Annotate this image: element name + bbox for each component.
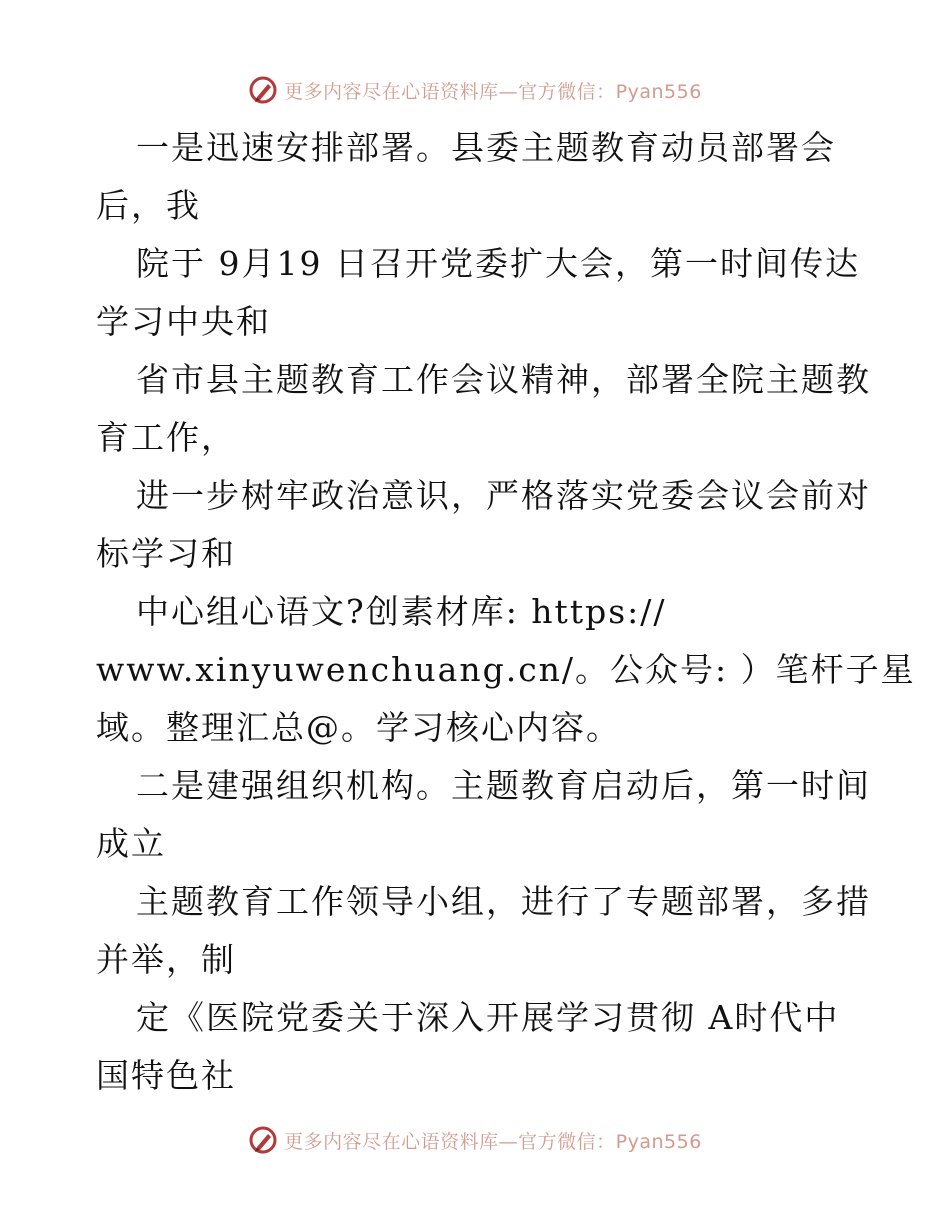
text-line: 一是迅速安排部署。县委主题教育动员部署会 bbox=[136, 128, 836, 167]
banner-text bbox=[284, 77, 702, 104]
header-watermark-banner bbox=[0, 70, 950, 110]
banner-label: 更多内容尽在心语资料库—官方微信： bbox=[284, 1130, 616, 1153]
text-line: 域。整理汇总@。学习核心内容。 bbox=[96, 708, 621, 747]
pen-logo-icon bbox=[248, 75, 278, 105]
text-line: 后，我 bbox=[96, 186, 201, 225]
text-line: 育工作， bbox=[96, 418, 236, 457]
text-line: 进一步树牢政治意识，严格落实党委会议会前对 bbox=[136, 476, 871, 515]
text-line: 院于 9月19 日召开党委扩大会，第一时间传达 bbox=[136, 244, 860, 283]
text-line: 二是建强组织机构。主题教育启动后，第一时间 bbox=[136, 766, 871, 805]
text-line: 标学习和 bbox=[96, 534, 236, 573]
banner-wechat-id: Pyan556 bbox=[615, 80, 702, 103]
text-line: 国特色社 bbox=[96, 1056, 236, 1095]
banner-text bbox=[284, 1127, 702, 1154]
text-line: 定《医院党委关于深入开展学习贯彻 A时代中 bbox=[136, 998, 840, 1037]
banner-label: 更多内容尽在心语资料库—官方微信： bbox=[284, 80, 616, 103]
footer-watermark-banner bbox=[0, 1120, 950, 1160]
pen-logo-icon bbox=[248, 1125, 278, 1155]
text-line: 主题教育工作领导小组，进行了专题部署，多措 bbox=[136, 882, 871, 921]
text-line: 并举，制 bbox=[96, 940, 236, 979]
banner-wechat-id: Pyan556 bbox=[615, 1130, 702, 1153]
text-line: 成立 bbox=[96, 824, 166, 863]
text-line: 省市县主题教育工作会议精神，部署全院主题教 bbox=[136, 360, 871, 399]
text-line: 学习中央和 bbox=[96, 302, 271, 341]
text-line: www.xinyuwenchuang.cn/。公众号: ）笔杆子星 bbox=[96, 650, 916, 689]
text-line: 中心组心语文?创素材库: https:// bbox=[136, 592, 667, 631]
